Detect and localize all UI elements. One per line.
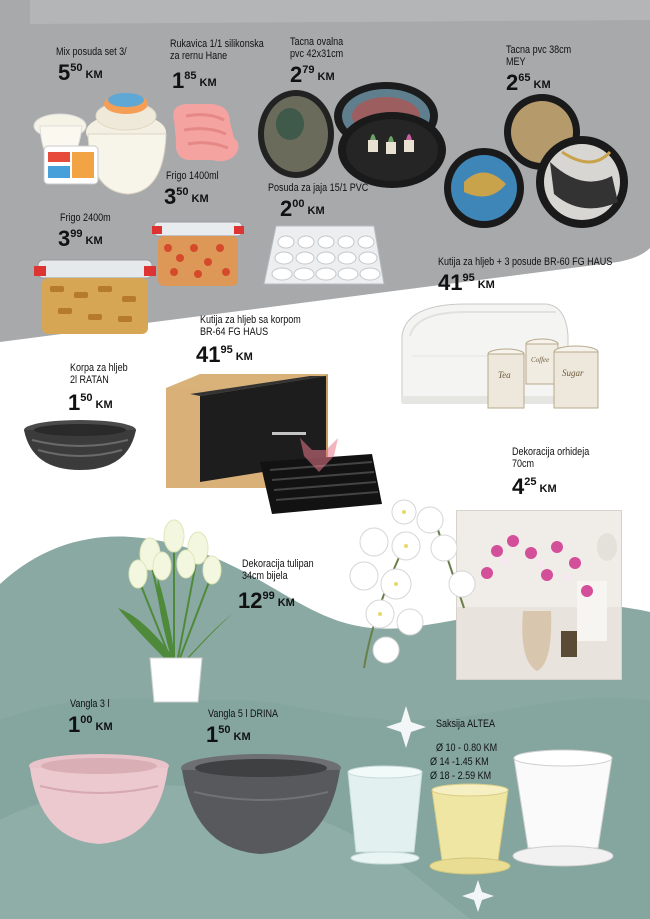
frigo-1400-container-image xyxy=(150,218,246,290)
product-name-orhideja-1: Dekoracija orhideja xyxy=(512,446,590,458)
product-name-vangla5: Vangla 5 l DRINA xyxy=(208,708,279,720)
saksija-size-10: Ø 10 - 0.80 KM xyxy=(436,742,498,754)
fox-logo-watermark xyxy=(298,436,340,474)
product-name-orhideja-2: 70cm xyxy=(512,458,535,470)
product-name-tulipan-1: Dekoracija tulipan xyxy=(242,558,314,570)
product-name-saksija: Saksija ALTEA xyxy=(436,718,496,730)
product-name-mix: Mix posuda set 3/ xyxy=(56,46,127,58)
canister-label-tea: Tea xyxy=(498,370,511,380)
price-vangla5: $1^{50}KM$ xyxy=(206,722,251,747)
canister-label-coffee: Coffee xyxy=(531,356,550,364)
price-orhideja: $4^{25}KM$ xyxy=(512,474,557,499)
pink-basin-image xyxy=(26,752,172,848)
product-name-vangla3: Vangla 3 l xyxy=(70,698,110,710)
price-kutija-crna: $41^{95}KM$ xyxy=(196,342,253,367)
product-name-rukavica-1: Rukavica 1/1 silikonska xyxy=(170,38,264,50)
product-name-kutija-crna-2: BR-64 FG HAUS xyxy=(200,326,269,338)
canister-label-sugar: Sugar xyxy=(562,368,584,378)
tulip-decoration-image xyxy=(114,518,238,708)
grey-basin-image xyxy=(178,752,344,858)
product-name-jaja: Posuda za jaja 15/1 PVC xyxy=(268,182,369,194)
product-name-frigo2400: Frigo 2400m xyxy=(60,212,111,224)
price-vangla3: $1^{00}KM$ xyxy=(68,712,113,737)
price-jaja: $2^{00}KM$ xyxy=(280,196,325,221)
price-mix: $5^{50}KM$ xyxy=(58,60,103,85)
mix-bowl-set-image xyxy=(30,82,170,204)
canister-set-image xyxy=(484,334,602,412)
price-tacna-pvc: $2^{65}KM$ xyxy=(506,70,551,95)
product-name-tacna-pvc-1: Tacna pvc 38cm xyxy=(506,44,572,56)
white-orchid-image xyxy=(334,498,486,688)
saksija-size-18: Ø 18 - 2.59 KM xyxy=(430,770,492,782)
product-name-tacna-pvc-2: MEY xyxy=(506,56,526,68)
egg-holder-image xyxy=(262,222,386,288)
price-tulipan: $12^{99}KM$ xyxy=(238,588,295,613)
product-name-korpa-2: 2l RATAN xyxy=(70,374,109,386)
flower-pots-image xyxy=(344,748,614,882)
product-name-tacna-ovalna-1: Tacna ovalna xyxy=(290,36,344,48)
product-name-kutija-crna-1: Kutija za hljeb sa korpom xyxy=(200,314,301,326)
product-name-korpa-1: Korpa za hljeb xyxy=(70,362,128,374)
frigo-2400-container-image xyxy=(34,256,156,338)
price-frigo1400: $3^{50}KM$ xyxy=(164,184,209,209)
oven-mitt-image xyxy=(168,100,244,166)
product-name-rukavica-2: za rernu Hane xyxy=(170,50,228,62)
saksija-size-14: Ø 14 -1.45 KM xyxy=(430,756,489,768)
round-trays-image xyxy=(442,92,638,248)
product-name-kutija-bijela: Kutija za hljeb + 3 posude BR-60 FG HAUS xyxy=(438,256,613,268)
oval-trays-image xyxy=(256,80,448,192)
rattan-basket-image xyxy=(20,418,140,474)
price-kutija-bijela: $41^{95}KM$ xyxy=(438,270,495,295)
price-tacna-ovalna: $2^{79}KM$ xyxy=(290,62,335,87)
price-korpa: $1^{50}KM$ xyxy=(68,390,113,415)
price-frigo2400: $3^{99}KM$ xyxy=(58,226,103,251)
product-name-tulipan-2: 34cm bijela xyxy=(242,570,288,582)
product-name-frigo1400: Frigo 1400ml xyxy=(166,170,219,182)
price-rukavica: $1^{85}KM$ xyxy=(172,68,217,93)
product-name-tacna-ovalna-2: pvc 42x31cm xyxy=(290,48,344,60)
